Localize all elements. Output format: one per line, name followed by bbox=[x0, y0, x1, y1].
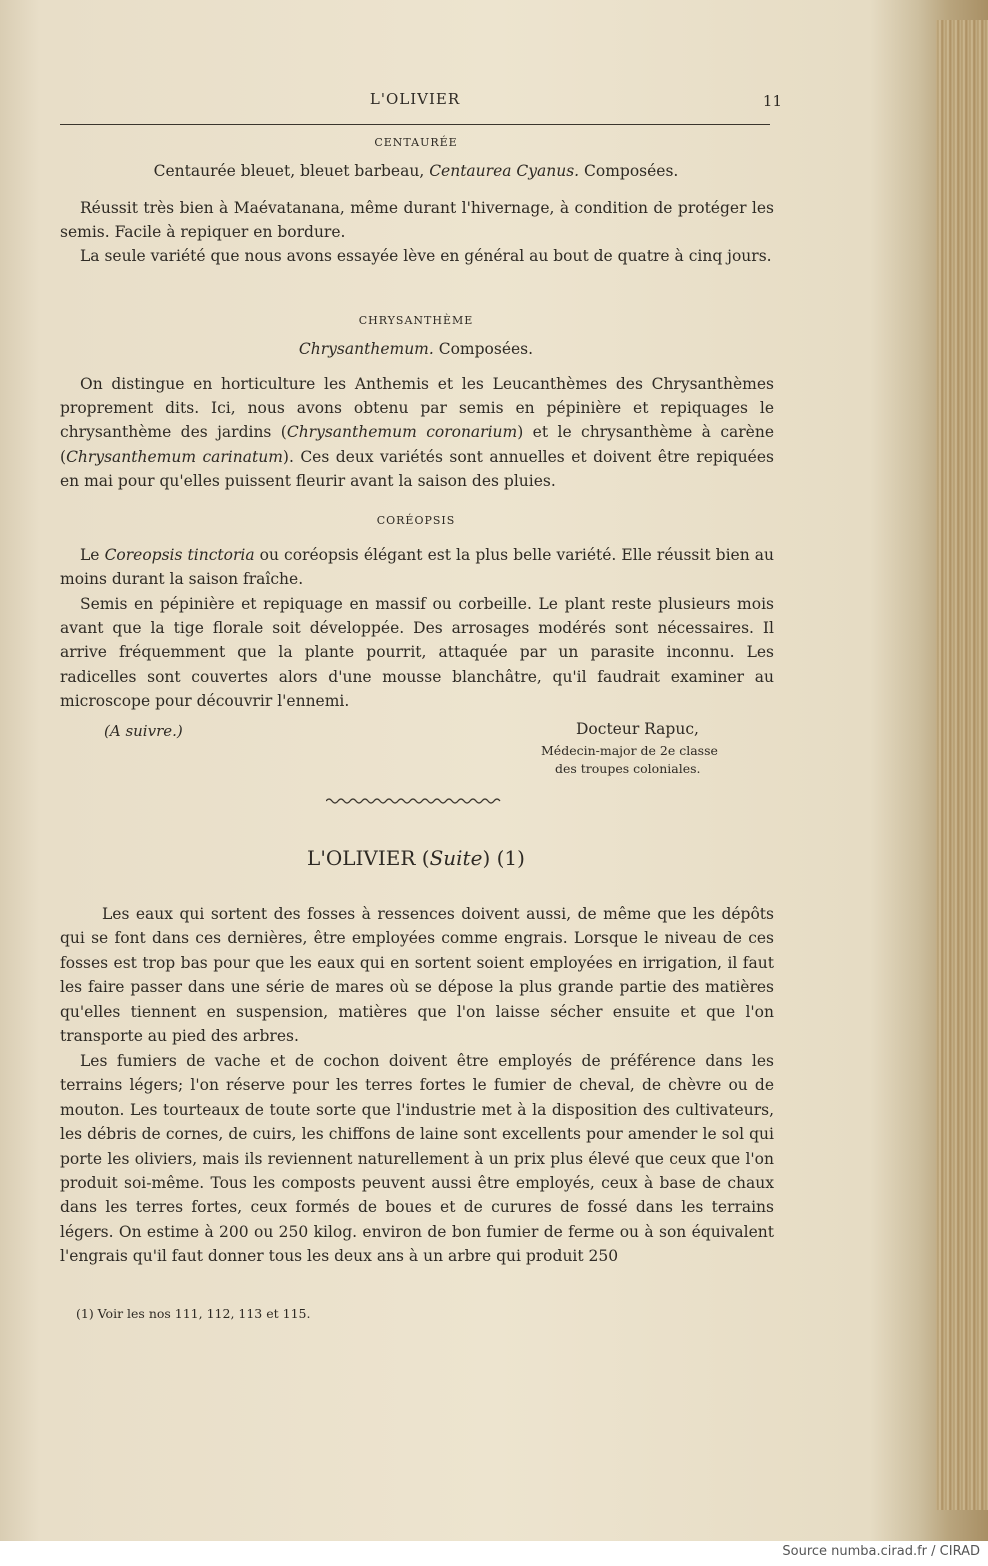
latin-name: Centaurea Cyanus. bbox=[429, 162, 580, 180]
paragraph-text: ou coréopsis élégant est la plus belle variété. Elle réussit bien au moins durant la saison fraîche. bbox=[60, 546, 774, 589]
author-rank: Médecin-major de 2e classe bbox=[541, 743, 718, 758]
paragraph-text: ) et le chrysanthème à carène ( bbox=[60, 423, 774, 466]
author-unit: des troupes coloniales. bbox=[555, 761, 701, 776]
title-text: L'OLIVIER ( bbox=[307, 846, 430, 870]
page-number: 11 bbox=[762, 92, 782, 110]
heading-centauree: CENTAURÉE bbox=[374, 136, 458, 149]
paragraph-olivier-2: Les fumiers de vache et de cochon doivent être employés de préférence dans les terrains légers; l'on réserve pour les terres fortes le fumier de cheval, de chèvre ou de mouton. Les tourteaux de toute sorte que l'industrie met à la disposition des cultivateurs, les débris de cornes, de cuirs, les chiffons de laine sont excellents pour amender le sol qui porte les oliviers, mais ils reviennent naturellement à un prix plus élevé que ceux que l'on produit soi-même. Tous les composts peuvent aussi être employés, ceux à base de chaux dans les terres fortes, ceux formés de boues et de curures de fossé dans les terrains légers. On estime à 200 ou 250 kilog. environ de bon fumier de ferme ou à son équivalent l'engrais qu'il faut donner tous les deux ans à un arbre qui produit 250 bbox=[60, 1052, 774, 1266]
article-title bbox=[60, 846, 772, 870]
paragraph-centauree-1: Réussit très bien à Maévatanana, même durant l'hivernage, à condition de protéger les semis. Facile à repiquer en bordure. bbox=[60, 199, 774, 242]
heading-chrysantheme: CHRYSANTHÈME bbox=[358, 314, 474, 327]
author-name: Docteur Rapuc, bbox=[576, 720, 699, 738]
footnote: (1) Voir les nos 111, 112, 113 et 115. bbox=[76, 1306, 311, 1321]
subtitle-centauree bbox=[60, 162, 772, 180]
subtitle-text: Composées. bbox=[433, 340, 534, 358]
heading-coreopsis: CORÉOPSIS bbox=[376, 514, 456, 527]
latin-name: Coreopsis tinctoria bbox=[104, 546, 255, 564]
to-be-continued: (A suivre.) bbox=[104, 722, 183, 740]
latin-name: Chrysanthemum coronarium bbox=[286, 423, 518, 442]
title-italic: Suite bbox=[429, 846, 483, 870]
source-credit: Source numba.cirad.fr / CIRAD bbox=[782, 1544, 980, 1559]
latin-name: Chrysanthemum carinatum bbox=[66, 447, 283, 466]
subtitle-text: Composées. bbox=[579, 162, 679, 180]
paragraph-coreopsis-1 bbox=[60, 543, 774, 591]
paragraph-coreopsis-2: Semis en pépinière et repiquage en massif ou corbeille. Le plant reste plusieurs mois avant que la tige florale soit développée. Des arrosages modérés sont nécessaires. Il arrive fréquemment que la plante pourrit, attaquée par un parasite inconnu. Les radicelles sont couvertes alors d'une mousse blanchâtre, qu'il faudrait examiner au microscope pour découvrir l'ennemi. bbox=[60, 595, 774, 710]
running-title: L'OLIVIER bbox=[369, 90, 461, 108]
page-header bbox=[60, 90, 782, 125]
latin-name: Chrysanthemum. bbox=[298, 340, 434, 358]
wavy-separator bbox=[326, 796, 502, 806]
paragraph-text: ). Ces deux variétés sont annuelles et doivent être repiquées en mai pour qu'elles puissent fleurir avant la saison des pluies. bbox=[60, 447, 774, 490]
paragraph-text: On distingue en horticulture les Anthemis et les Leucanthèmes des Chrysanthèmes proprement dits. Ici, nous avons obtenu par semis en pépinière et repiquages le chrysanthème des jardins ( bbox=[60, 375, 774, 442]
paragraph-text: Le bbox=[80, 546, 105, 564]
paragraph-olivier-1: Les eaux qui sortent des fosses à ressences doivent aussi, de même que les dépôts qui se font dans ces dernières, être employées comme engrais. Lorsque le niveau de ces fosses est trop bas pour que les eaux qui en sortent soient employées en irrigation, il faut les faire passer dans une série de mares où se dépose la plus grande partie des matières qu'elles tiennent en suspension, matières que l'on laisse sécher ensuite et que l'on transporte au pied des arbres. bbox=[60, 905, 774, 1046]
paragraph-centauree-2: La seule variété que nous avons essayée lève en général au bout de quatre à cinq jours. bbox=[80, 247, 772, 265]
title-text: ) (1) bbox=[482, 846, 525, 870]
subtitle-text: Centaurée bleuet, bleuet barbeau, bbox=[153, 162, 430, 180]
subtitle-chrysantheme bbox=[60, 340, 772, 358]
paragraph-chrysantheme-1 bbox=[60, 372, 774, 493]
